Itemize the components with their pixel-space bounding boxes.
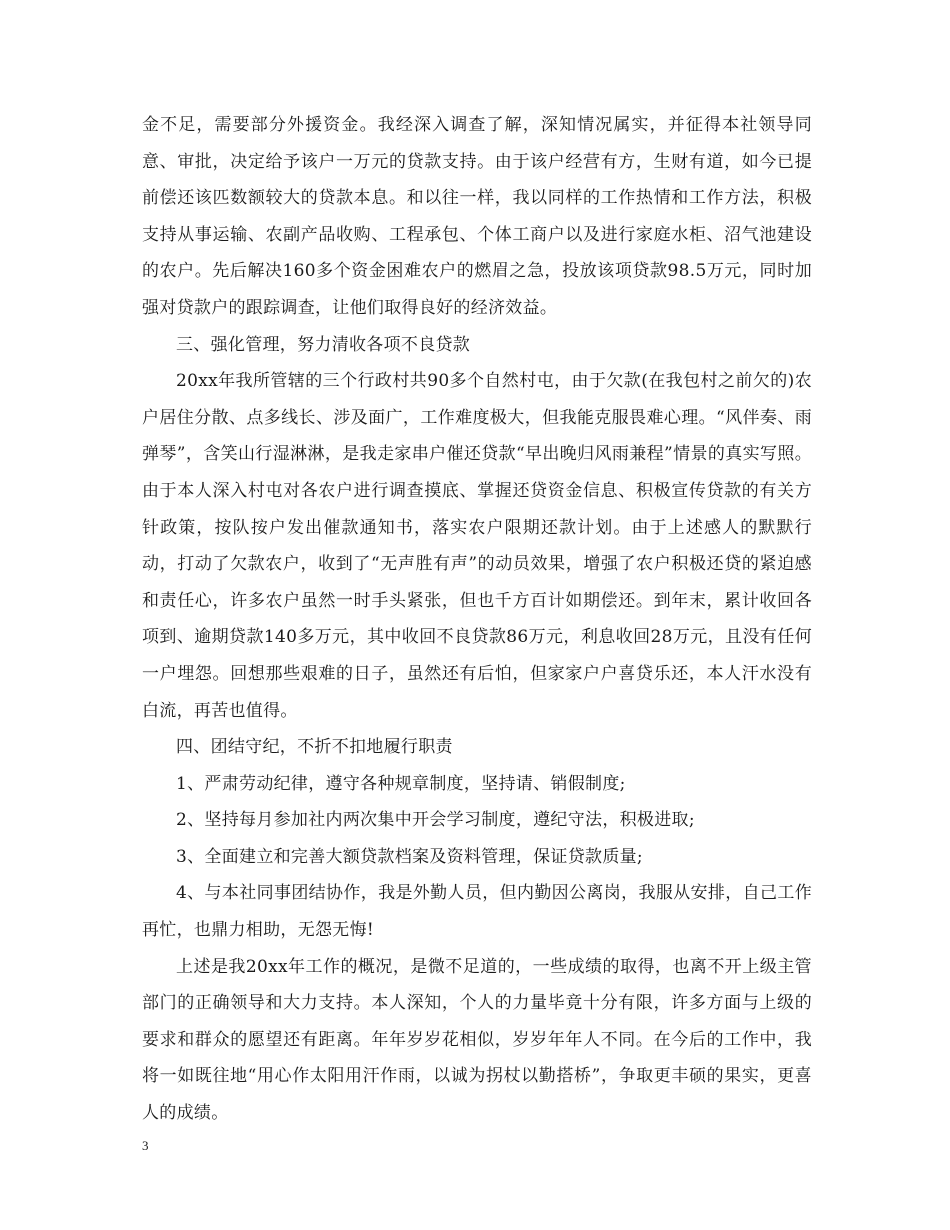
section-heading-4: 四、团结守纪，不折不扣地履行职责 bbox=[176, 737, 453, 758]
body-text bbox=[142, 107, 812, 1132]
list-item-2: 2、坚持每月参加社内两次集中开会学习制度，遵纪守法，积极进取; bbox=[176, 810, 695, 831]
list-item-4: 4、与本社同事团结协作，我是外勤人员，但内勤因公离岗，我服从安排，自己工作再忙，也鼎力相助，无怨无悔! bbox=[142, 883, 812, 941]
list-item-1: 1、严肃劳动纪律，遵守各种规章制度，坚持请、销假制度; bbox=[176, 773, 626, 794]
paragraph-continued: 金不足，需要部分外援资金。我经深入调查了解，深知情况属实，并征得本社领导同意、审批，决定给予该户一万元的贷款支持。由于该户经营有方，生财有道，如今已提前偿还该匹数额较大的贷款本息。和以往一样，我以同样的工作热情和工作方法，积极支持从事运输、农副产品收购、工程承包、个体工商户以及进行家庭水柜、沼气池建设的农户。先后解决160多个资金困难农户的燃眉之急，投放该项贷款98.5万元，同时加强对贷款户的跟踪调查，让他们取得良好的经济效益。 bbox=[142, 115, 812, 318]
section-heading-3: 三、强化管理，努力清收各项不良贷款 bbox=[176, 334, 471, 355]
page-number: 3 bbox=[142, 1138, 149, 1153]
paragraph: 20xx年我所管辖的三个行政村共90多个自然村屯，由于欠款(在我包村之前欠的)农户居住分散、点多线长、涉及面广，工作难度极大，但我能克服畏难心理。“风伴奏、雨弹琴”，含笑山行湿淋淋，是我走家串户催还贷款“早出晚归风雨兼程”情景的真实写照。由于本人深入村屯对各农户进行调查摸底、掌握还贷资金信息、积极宣传贷款的有关方针政策，按队按户发出催款通知书，落实农户限期还款计划。由于上述感人的默默行动，打动了欠款农户，收到了“无声胜有声”的动员效果，增强了农户积极还贷的紧迫感和责任心，许多农户虽然一时手头紧张，但也千方百计如期偿还。到年末，累计收回各项到、逾期贷款140多万元，其中收回不良贷款86万元，利息收回28万元，且没有任何一户埋怨。回想那些艰难的日子，虽然还有后怕，但家家户户喜贷乐还，本人汗水没有白流，再苦也值得。 bbox=[142, 371, 812, 721]
list-item-3: 3、全面建立和完善大额贷款档案及资料管理，保证贷款质量; bbox=[176, 846, 643, 867]
paragraph-conclusion: 上述是我20xx年工作的概况，是微不足道的，一些成绩的取得，也离不开上级主管部门的正确领导和大力支持。本人深知，个人的力量毕竟十分有限，许多方面与上级的要求和群众的愿望还有距离。年年岁岁花相似，岁岁年年人不同。在今后的工作中，我将一如既往地“用心作太阳用汗作雨，以诚为拐杖以勤搭桥”，争取更丰硕的果实，更喜人的成绩。 bbox=[142, 956, 812, 1124]
